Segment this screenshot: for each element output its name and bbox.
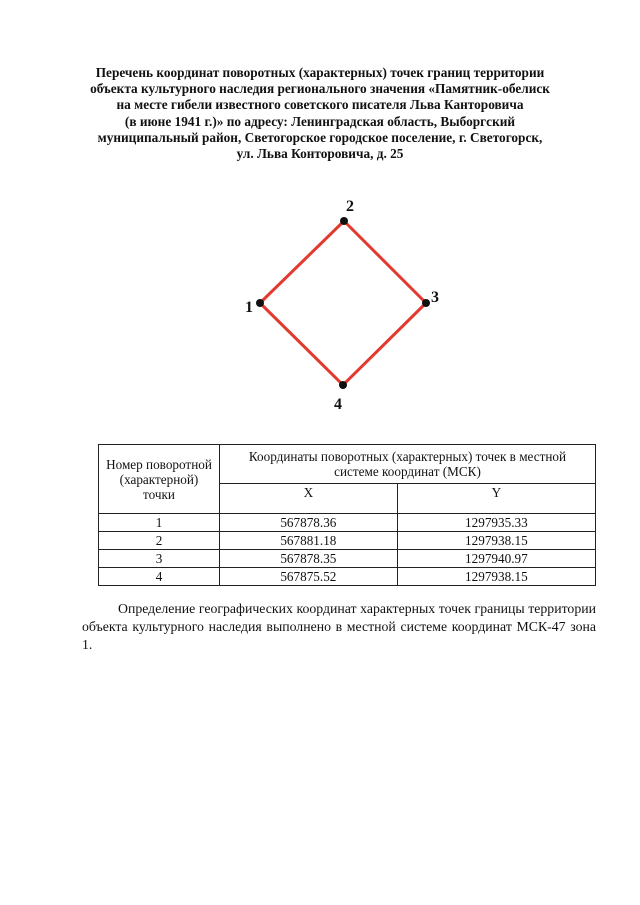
title-line: муниципальный район, Светогорское городское поселение, г. Светогорск, bbox=[97, 129, 543, 145]
row-y: 1297938.15 bbox=[397, 568, 595, 586]
row-x: 567881.18 bbox=[220, 532, 398, 550]
coordinate-system-note: Определение географических координат характерных точек границы территории объекта культурного наследия выполнено в местной системе координат МСК-47 зона 1. bbox=[82, 601, 596, 652]
boundary-point-2 bbox=[340, 217, 348, 225]
boundary-polygon bbox=[260, 221, 426, 385]
row-number: 4 bbox=[99, 568, 220, 586]
row-x: 567878.35 bbox=[220, 550, 398, 568]
title-line: ул. Льва Конторовича, д. 25 bbox=[236, 146, 404, 162]
row-number: 3 bbox=[99, 550, 220, 568]
table-row bbox=[99, 550, 596, 568]
point-label-2: 2 bbox=[346, 198, 354, 215]
title-line: на месте гибели известного советского писателя Льва Канторовича bbox=[116, 97, 524, 113]
boundary-point-3 bbox=[422, 299, 430, 307]
header-y: Y bbox=[397, 484, 595, 514]
point-label-3: 3 bbox=[431, 289, 439, 306]
table-row bbox=[99, 514, 596, 532]
row-y: 1297940.97 bbox=[397, 550, 595, 568]
coordinates-table bbox=[98, 444, 596, 586]
header-point-number: Номер поворотной (характерной) точки bbox=[99, 445, 220, 514]
title-line: объекта культурного наследия регионального значения «Памятник-обелиск bbox=[90, 81, 550, 97]
boundary-point-4 bbox=[339, 381, 347, 389]
row-x: 567875.52 bbox=[220, 568, 398, 586]
title-line: Перечень координат поворотных (характерных) точек границ территории bbox=[95, 65, 545, 80]
header-x: X bbox=[220, 484, 398, 514]
boundary-point-1 bbox=[256, 299, 264, 307]
title-line: (в июне 1941 г.)» по адресу: Ленинградская область, Выборгский bbox=[124, 113, 516, 129]
table-row bbox=[99, 568, 596, 586]
row-y: 1297935.33 bbox=[397, 514, 595, 532]
table-row bbox=[99, 532, 596, 550]
row-y: 1297938.15 bbox=[397, 532, 595, 550]
row-number: 1 bbox=[99, 514, 220, 532]
row-x: 567878.36 bbox=[220, 514, 398, 532]
point-label-1: 1 bbox=[245, 299, 253, 316]
point-label-4: 4 bbox=[334, 396, 342, 413]
row-number: 2 bbox=[99, 532, 220, 550]
header-coordinates: Координаты поворотных (характерных) точек в местной системе координат (МСК) bbox=[220, 445, 596, 484]
